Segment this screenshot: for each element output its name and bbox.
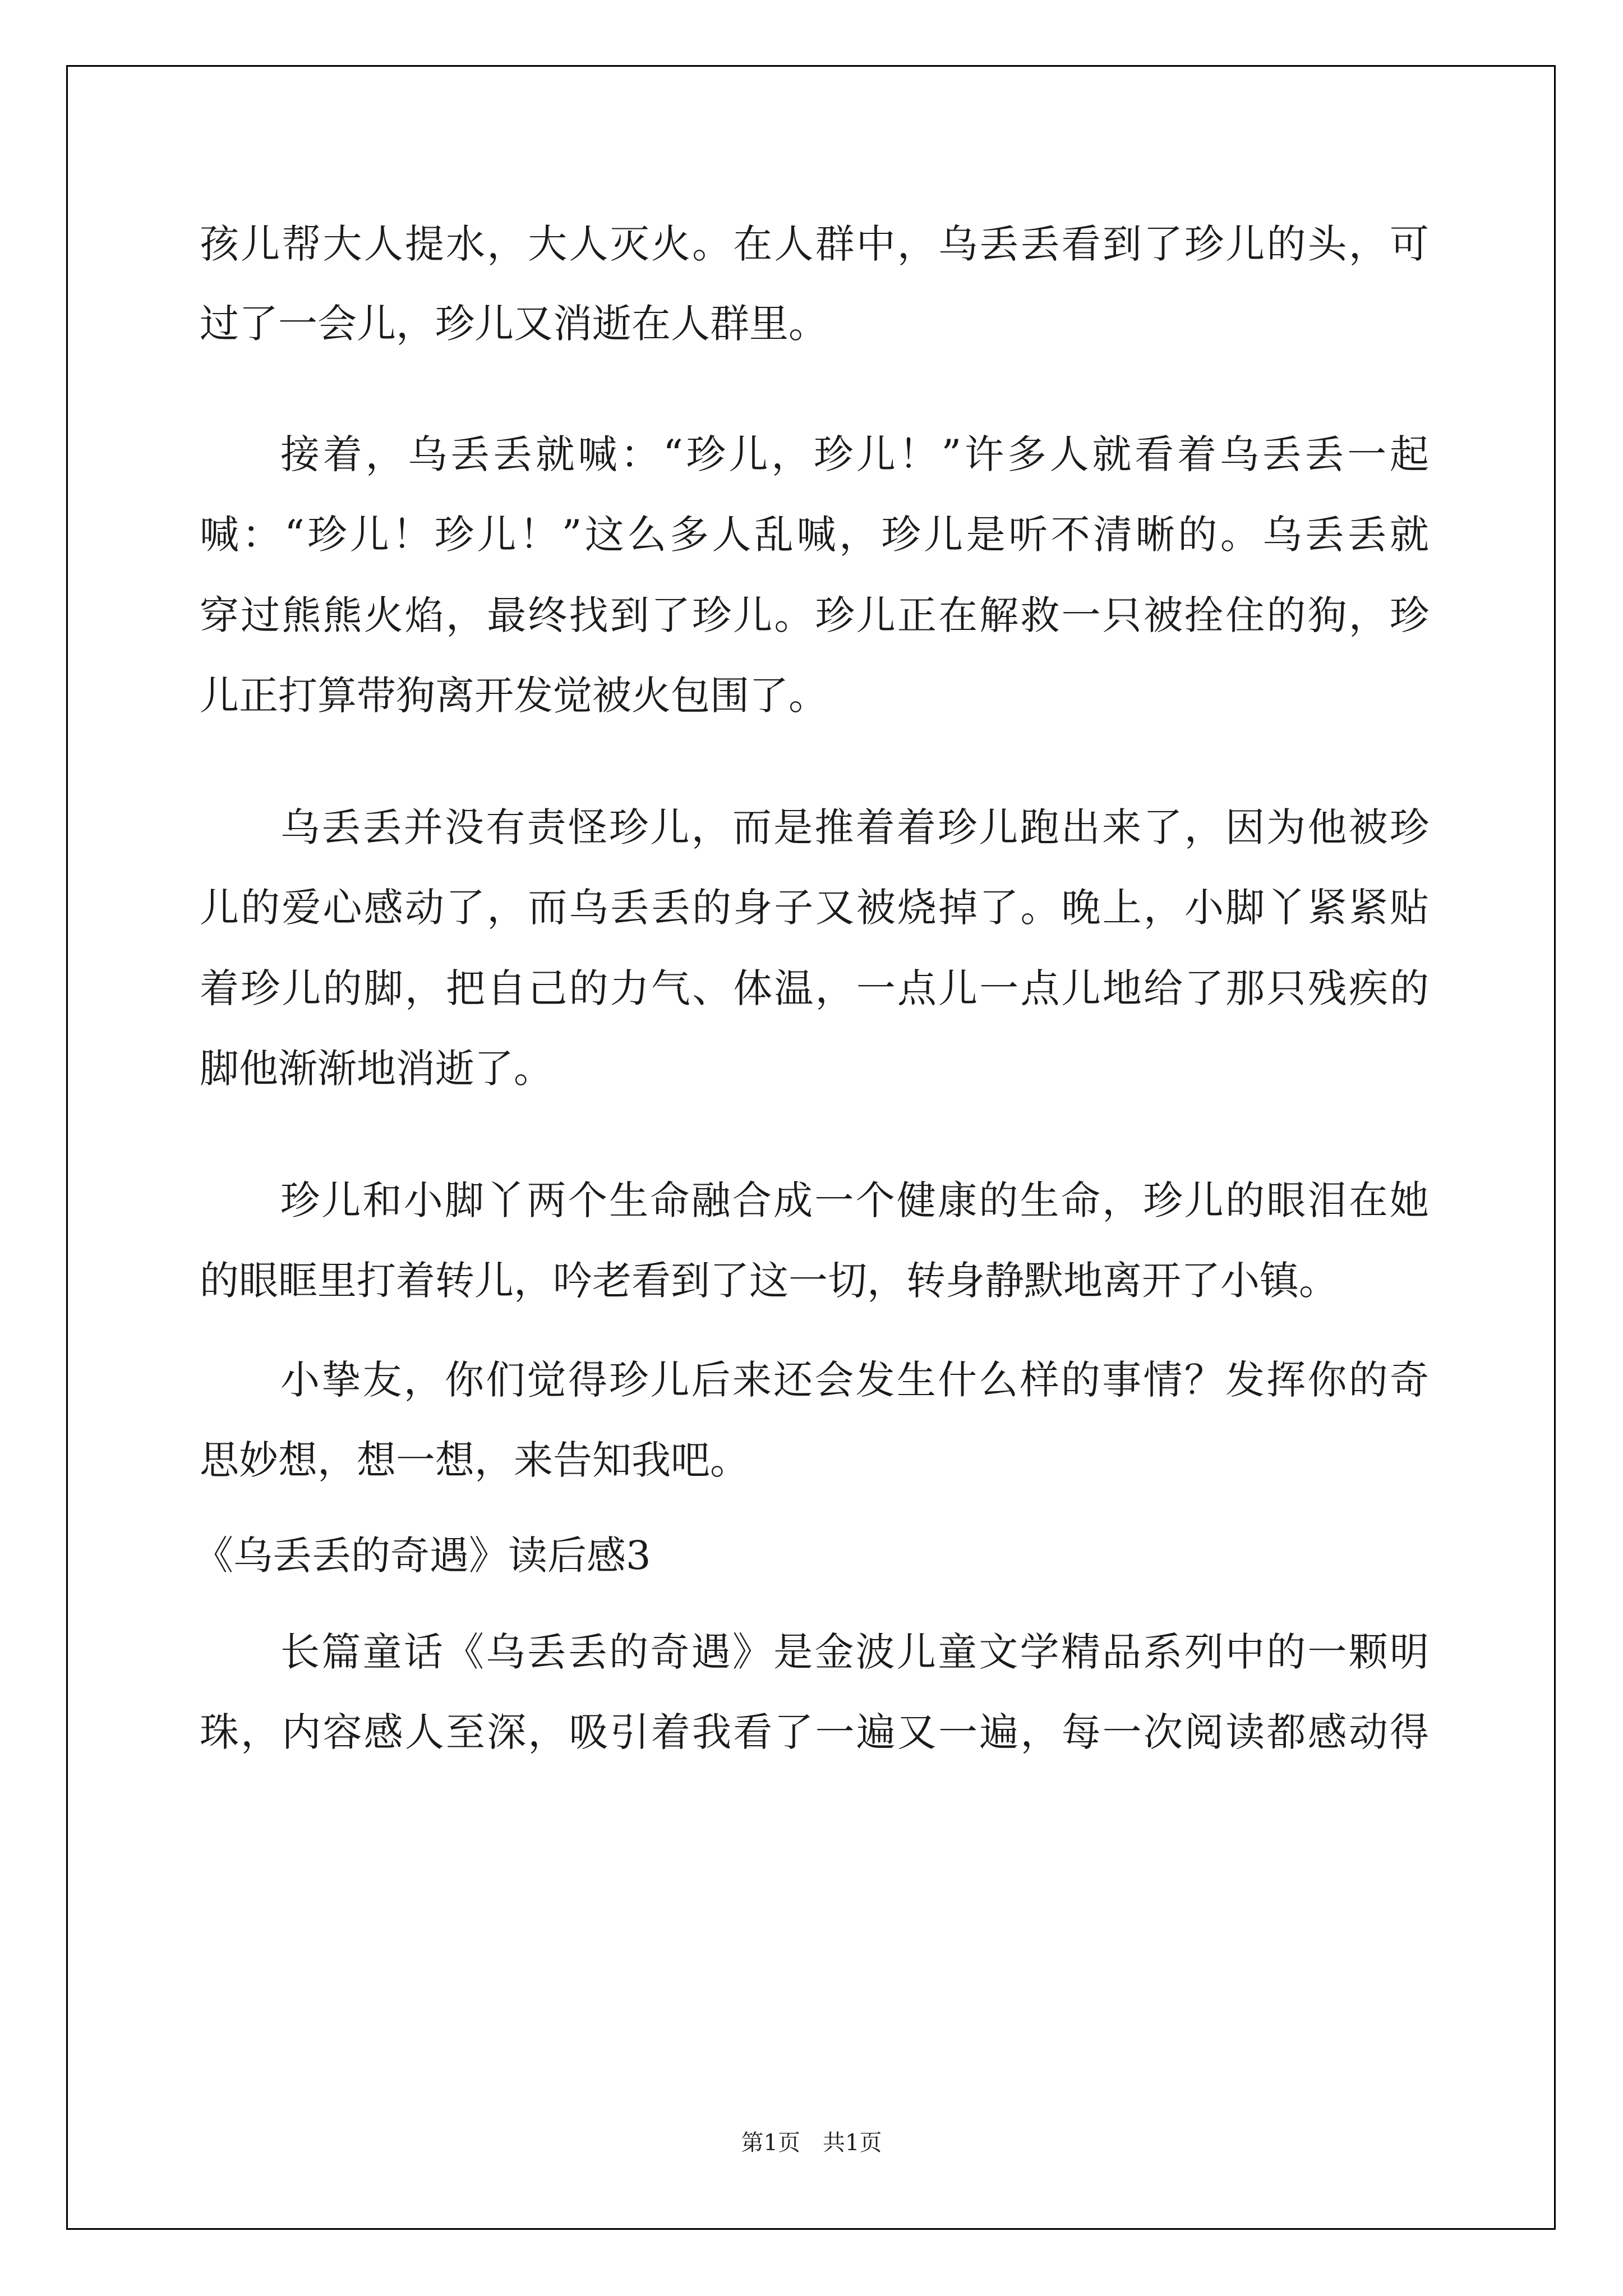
paragraph-3-line-1: 乌丢丢并没有责怪珍儿，而是推着着珍儿跑出来了，因为他被珍 xyxy=(280,804,1429,850)
section-heading: 《乌丢丢的奇遇》读后感3 xyxy=(194,1533,651,1579)
paragraph-6-line-2: 珠，内容感人至深，吸引着我看了一遍又一遍，每一次阅读都感动得 xyxy=(200,1709,1429,1755)
paragraph-3-line-2: 儿的爱心感动了，而乌丢丢的身子又被烧掉了。晚上，小脚丫紧紧贴 xyxy=(200,885,1429,931)
page-border xyxy=(66,65,1556,2230)
paragraph-2-line-4: 儿正打算带狗离开发觉被火包围了。 xyxy=(200,673,828,719)
paragraph-4-line-2: 的眼眶里打着转儿，吟老看到了这一切，转身静默地离开了小镇。 xyxy=(200,1258,1338,1304)
paragraph-2-line-3: 穿过熊熊火焰，最终找到了珍儿。珍儿正在解救一只被拴住的狗，珍 xyxy=(200,592,1429,638)
paragraph-5-line-1: 小挚友，你们觉得珍儿后来还会发生什么样的事情？发挥你的奇 xyxy=(280,1357,1429,1403)
paragraph-5-line-2: 思妙想，想一想，来告知我吧。 xyxy=(200,1437,749,1483)
page-footer: 第1页 共1页 xyxy=(741,2130,882,2156)
paragraph-2-line-2: 喊：“珍儿！珍儿！”这么多人乱喊，珍儿是听不清晰的。乌丢丢就 xyxy=(200,512,1429,558)
paragraph-1-line-2: 过了一会儿，珍儿又消逝在人群里。 xyxy=(200,301,828,347)
paragraph-6-line-1: 长篇童话《乌丢丢的奇遇》是金波儿童文学精品系列中的一颗明 xyxy=(280,1629,1429,1675)
paragraph-2-line-1: 接着，乌丢丢就喊：“珍儿，珍儿！”许多人就看着乌丢丢一起 xyxy=(280,431,1429,477)
paragraph-3-line-3: 着珍儿的脚，把自己的力气、体温，一点儿一点儿地给了那只残疾的 xyxy=(200,965,1429,1011)
paragraph-4-line-1: 珍儿和小脚丫两个生命融合成一个健康的生命，珍儿的眼泪在她 xyxy=(280,1177,1429,1223)
paragraph-3-line-4: 脚他渐渐地消逝了。 xyxy=(200,1046,553,1092)
paragraph-1-line-1: 孩儿帮大人提水，大人灭火。在人群中，乌丢丢看到了珍儿的头，可 xyxy=(200,221,1429,267)
